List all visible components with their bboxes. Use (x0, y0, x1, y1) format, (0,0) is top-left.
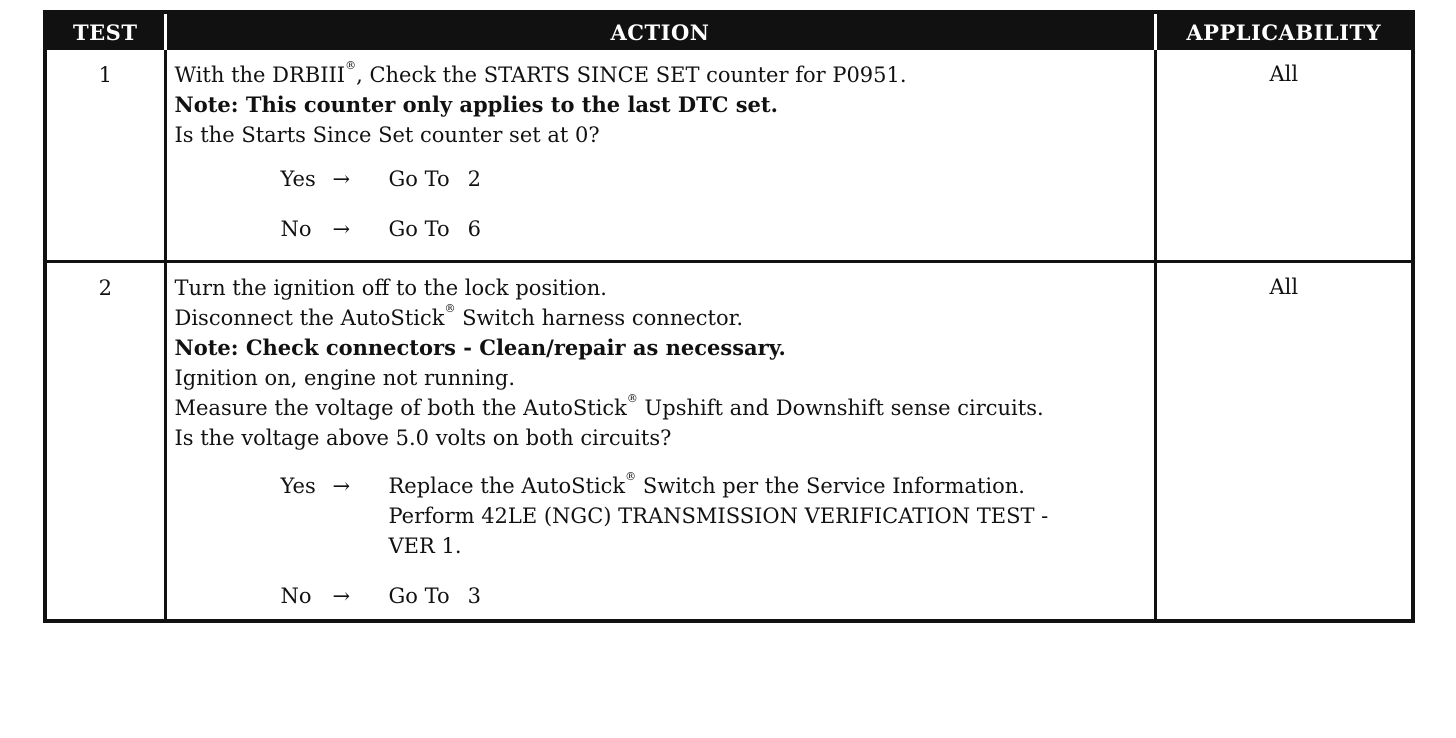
action-line: Measure the voltage of both the AutoStick® Upshift and Downshift sense circuits. (174, 391, 1044, 420)
yes-choice (281, 164, 1146, 194)
right-arrow-icon: → (332, 473, 351, 498)
no-result (389, 214, 1146, 244)
result-line: Replace the AutoStick® Switch per the Service Information. (388, 469, 1025, 498)
test-number: 1 (98, 63, 112, 87)
no-label: No (280, 583, 312, 608)
applicability-value: All (1155, 261, 1413, 621)
action-cell (165, 50, 1155, 261)
yes-label: Yes (280, 473, 316, 498)
goto-step: 2 (467, 167, 481, 191)
test-number: 2 (45, 261, 165, 621)
test-row-1 (45, 50, 1413, 261)
header-action: ACTION (165, 12, 1155, 50)
applicability-value: All (1155, 50, 1413, 261)
header-row (45, 12, 1413, 50)
action-note: Note: This counter only applies to the last DTC set. (174, 92, 778, 117)
right-arrow-icon: → (332, 167, 351, 191)
right-arrow-icon: → (332, 583, 351, 608)
yes-label: Yes (280, 167, 316, 191)
right-arrow-icon: → (332, 217, 351, 241)
no-choice (281, 581, 1146, 611)
action-line: With the DRBIII®, Check the STARTS SINCE SET counter for P0951. (174, 59, 907, 87)
result-line: VER 1. (388, 533, 462, 558)
goto-label: Go To (388, 583, 450, 608)
goto-step: 3 (467, 583, 481, 608)
yes-choice (281, 471, 1146, 561)
no-label: No (280, 217, 312, 241)
answer-choices (175, 471, 1146, 611)
test-row-2 (45, 261, 1413, 621)
goto-label: Go To (388, 167, 450, 191)
goto-step: 6 (467, 217, 481, 241)
answer-choices (175, 164, 1146, 244)
action-line: Ignition on, engine not running. (174, 365, 515, 390)
no-result (389, 581, 1146, 611)
header-test: TEST (45, 12, 165, 50)
action-line: Turn the ignition off to the lock position. (174, 275, 607, 300)
goto-label: Go To (388, 217, 450, 241)
yes-result (389, 471, 1146, 561)
action-line: Disconnect the AutoStick® Switch harness connector. (174, 301, 744, 330)
diagnostic-test-table (43, 10, 1415, 623)
action-question: Is the Starts Since Set counter set at 0? (174, 123, 600, 147)
action-question: Is the voltage above 5.0 volts on both circuits? (174, 425, 672, 450)
header-applicability: APPLICABILITY (1155, 12, 1413, 50)
yes-result (389, 164, 1146, 194)
action-cell (165, 261, 1155, 621)
no-choice (281, 214, 1146, 244)
action-note: Note: Check connectors - Clean/repair as necessary. (174, 334, 786, 360)
result-line: Perform 42LE (NGC) TRANSMISSION VERIFICATION TEST - (388, 503, 1049, 528)
